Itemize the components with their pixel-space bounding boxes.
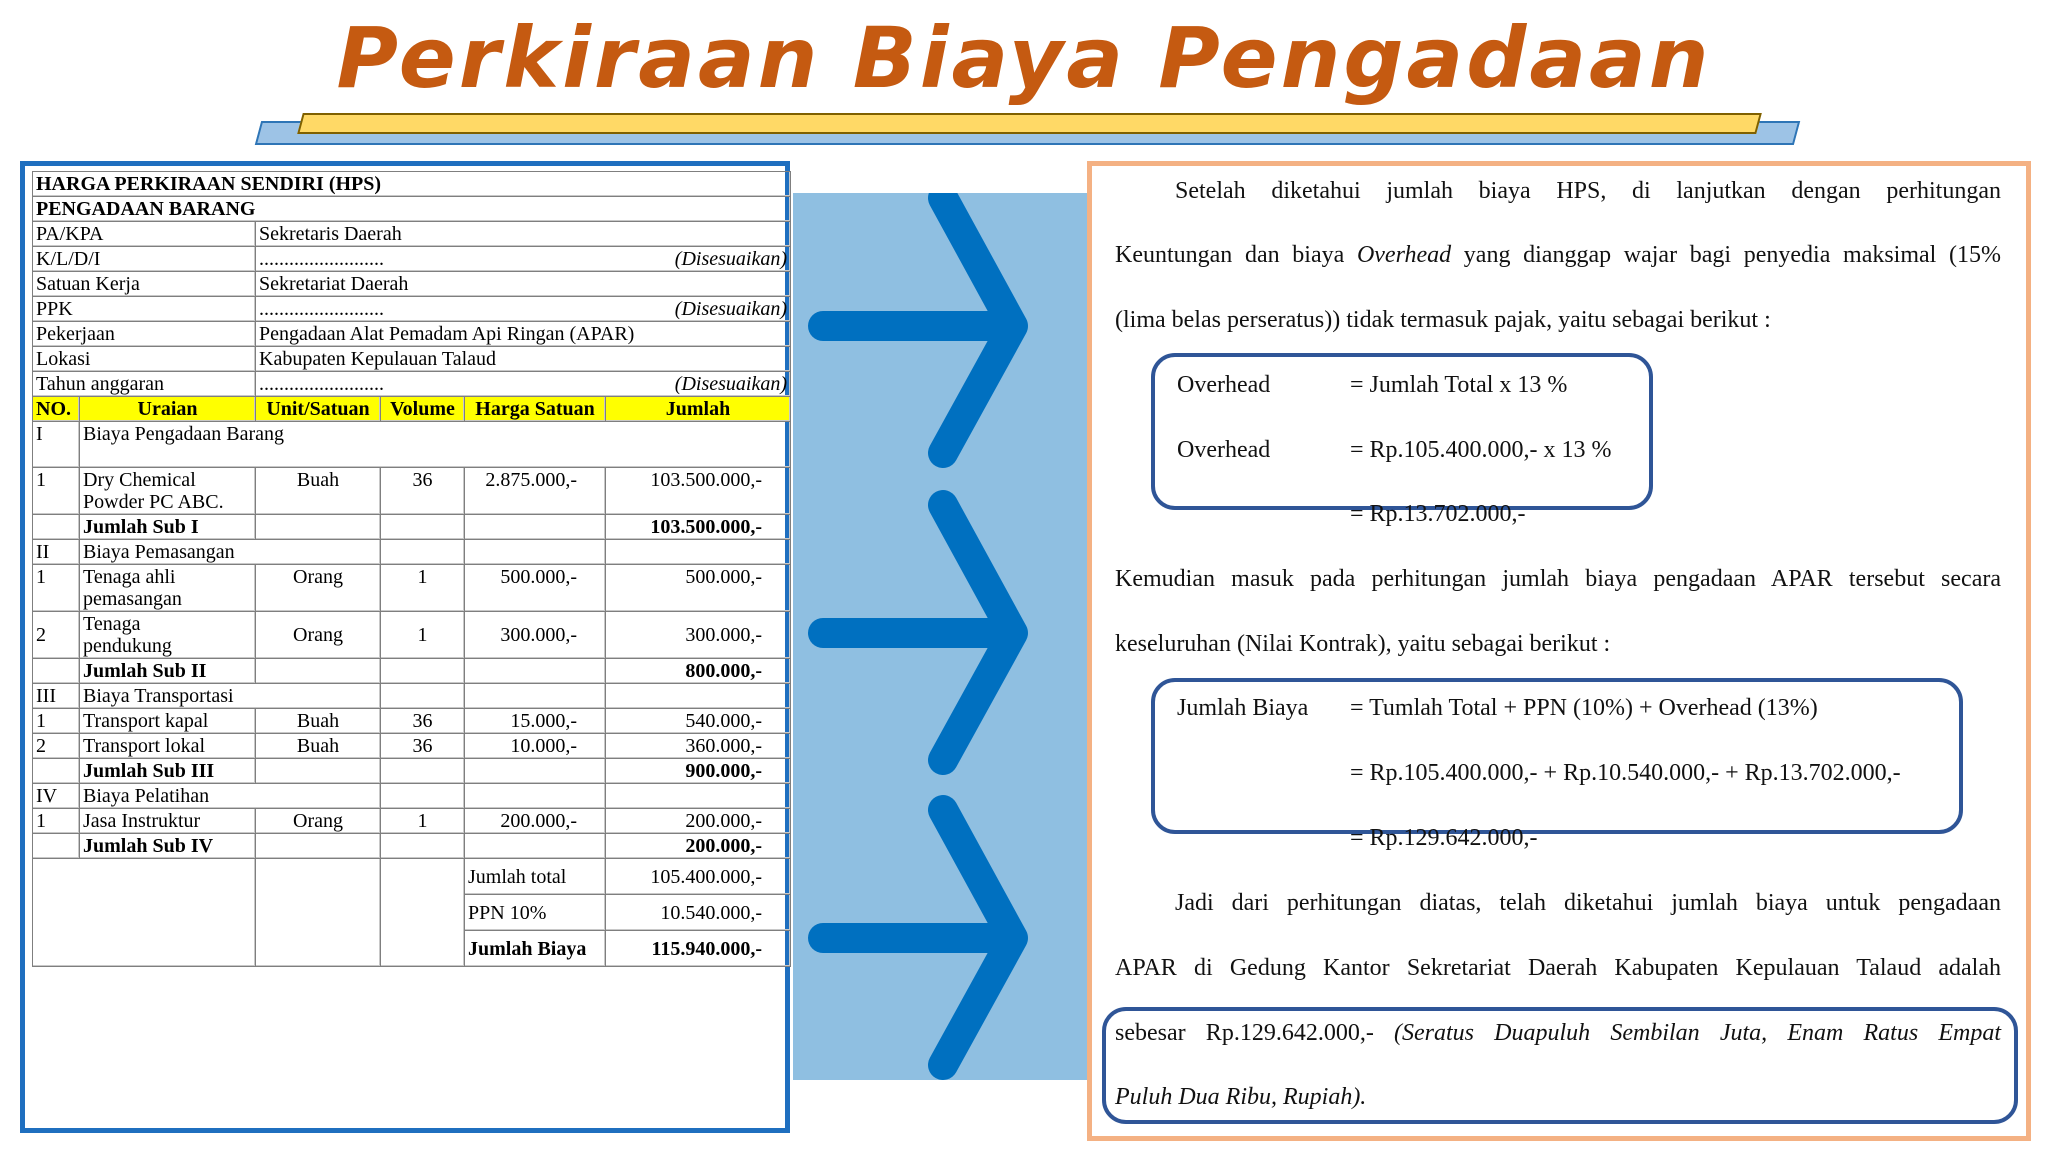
subtotal-value: 103.500.000,- [606, 515, 791, 540]
item-no: 1 [33, 565, 80, 612]
subtotal-value: 900.000,- [606, 759, 791, 784]
item-no: 1 [33, 468, 80, 515]
formula-label: Overhead [1177, 437, 1271, 463]
item-unit: Buah [256, 734, 381, 759]
item-unit: Buah [256, 709, 381, 734]
hps-table [32, 171, 791, 967]
info-value: ......................... (Disesuaikan) [256, 372, 791, 397]
subtotal-row [33, 834, 791, 859]
item-unit: Buah [256, 468, 381, 515]
formula-value: = Rp.105.400.000,- + Rp.10.540.000,- + Rp.13.702.000,- [1350, 760, 1901, 786]
item-no: 2 [33, 734, 80, 759]
col-header-volume: Volume [381, 397, 465, 422]
total-label: PPN 10% [465, 895, 606, 931]
subtotal-label: Jumlah Sub II [80, 659, 256, 684]
section-row [33, 684, 791, 709]
paragraph-line: Jadi dari perhitungan diatas, telah diketahui jumlah biaya untuk pengadaan [1175, 890, 2001, 916]
info-label: K/L/D/I [33, 247, 256, 272]
formula-value: = Jumlah Total x 13 % [1350, 372, 1568, 398]
item-unit: Orang [256, 809, 381, 834]
section-no: II [33, 540, 80, 565]
info-label: Pekerjaan [33, 322, 256, 347]
item-volume: 36 [381, 709, 465, 734]
page-title: Perkiraan Biaya Pengadaan [336, 9, 1712, 107]
item-harga: 10.000,- [465, 734, 606, 759]
table-row [33, 612, 791, 659]
paragraph-line: Kemudian masuk pada perhitungan jumlah biaya pengadaan APAR tersebut secara [1115, 566, 2001, 592]
col-header-unit: Unit/Satuan [256, 397, 381, 422]
item-harga: 15.000,- [465, 709, 606, 734]
col-header-no: NO. [33, 397, 80, 422]
item-no: 1 [33, 709, 80, 734]
item-jumlah: 103.500.000,- [606, 468, 791, 515]
item-uraian: Transport lokal [80, 734, 256, 759]
item-jumlah: 540.000,- [606, 709, 791, 734]
hps-subtitle: PENGADAAN BARANG [33, 197, 791, 222]
item-no: 1 [33, 809, 80, 834]
info-value: ......................... (Disesuaikan) [256, 297, 791, 322]
subtotal-row [33, 515, 791, 540]
info-label: PA/KPA [33, 222, 256, 247]
subtotal-row [33, 659, 791, 684]
subtotal-value: 800.000,- [606, 659, 791, 684]
col-header-jumlah: Jumlah [606, 397, 791, 422]
hps-title: HARGA PERKIRAAN SENDIRI (HPS) [33, 172, 791, 197]
section-row [33, 422, 791, 468]
table-row [33, 565, 791, 612]
info-label: Tahun anggaran [33, 372, 256, 397]
info-value: Sekretaris Daerah [256, 222, 791, 247]
info-row [33, 222, 791, 247]
col-header-uraian: Uraian [80, 397, 256, 422]
item-volume: 36 [381, 734, 465, 759]
formula-value: = Rp.105.400.000,- x 13 % [1350, 437, 1612, 463]
item-jumlah: 200.000,- [606, 809, 791, 834]
formula-value: = Rp.129.642.000,- [1350, 825, 1538, 851]
subtotal-label: Jumlah Sub I [80, 515, 256, 540]
subtotal-label: Jumlah Sub IV [80, 834, 256, 859]
item-unit: Orang [256, 612, 381, 659]
hps-table-frame [20, 161, 790, 1133]
table-row [33, 709, 791, 734]
item-uraian: Dry Chemical Powder PC ABC. [80, 468, 256, 515]
arrow-icon [823, 810, 1013, 1065]
table-row [33, 468, 791, 515]
arrow-graphics [793, 193, 1096, 1080]
section-name: Biaya Pelatihan [80, 784, 381, 809]
subtotal-label: Jumlah Sub III [80, 759, 256, 784]
explanation-panel [1087, 161, 2031, 1141]
info-value: Kabupaten Kepulauan Talaud [256, 347, 791, 372]
total-value: 10.540.000,- [606, 895, 791, 931]
table-header-row [33, 397, 791, 422]
total-label: Jumlah total [465, 859, 606, 895]
formula-label: Jumlah Biaya [1177, 695, 1309, 721]
paragraph-line: sebesar Rp.129.642.000,- (Seratus Duapuluh Sembilan Juta, Enam Ratus Empat [1115, 1020, 2001, 1046]
formula-label: Overhead [1177, 372, 1271, 398]
info-row [33, 322, 791, 347]
item-jumlah: 500.000,- [606, 565, 791, 612]
section-no: III [33, 684, 80, 709]
grand-total-value: 115.940.000,- [606, 931, 791, 967]
info-label: Satuan Kerja [33, 272, 256, 297]
item-jumlah: 360.000,- [606, 734, 791, 759]
info-row [33, 372, 791, 397]
item-harga: 300.000,- [465, 612, 606, 659]
item-uraian: Tenaga pendukung [80, 612, 256, 659]
section-name: Biaya Pemasangan [80, 540, 381, 565]
total-value: 105.400.000,- [606, 859, 791, 895]
info-value: ......................... (Disesuaikan) [256, 247, 791, 272]
item-unit: Orang [256, 565, 381, 612]
section-no: IV [33, 784, 80, 809]
info-row [33, 347, 791, 372]
item-volume: 1 [381, 612, 465, 659]
arrow-icon [823, 505, 1013, 760]
section-no: I [33, 422, 80, 468]
arrow-panel [793, 193, 1096, 1080]
subtotal-value: 200.000,- [606, 834, 791, 859]
item-uraian: Transport kapal [80, 709, 256, 734]
section-row [33, 540, 791, 565]
info-row [33, 247, 791, 272]
section-row [33, 784, 791, 809]
title-underline-front [297, 113, 1762, 134]
paragraph-line: Setelah diketahui jumlah biaya HPS, di lanjutkan dengan perhitungan [1175, 178, 2001, 204]
section-name: Biaya Transportasi [80, 684, 381, 709]
item-volume: 36 [381, 468, 465, 515]
info-row [33, 272, 791, 297]
item-volume: 1 [381, 565, 465, 612]
item-harga: 2.875.000,- [465, 468, 606, 515]
formula-value: = Tumlah Total + PPN (10%) + Overhead (13%) [1350, 695, 1818, 721]
item-volume: 1 [381, 809, 465, 834]
paragraph-line: keseluruhan (Nilai Kontrak), yaitu sebagai berikut : [1115, 631, 1611, 657]
paragraph-line: (lima belas perseratus)) tidak termasuk pajak, yaitu sebagai berikut : [1115, 307, 1771, 333]
item-uraian: Tenaga ahli pemasangan [80, 565, 256, 612]
formula-value: = Rp.13.702.000,- [1350, 501, 1526, 527]
item-harga: 500.000,- [465, 565, 606, 612]
info-row [33, 297, 791, 322]
paragraph-line: APAR di Gedung Kantor Sekretariat Daerah Kabupaten Kepulauan Talaud adalah [1115, 955, 2001, 981]
info-label: Lokasi [33, 347, 256, 372]
item-jumlah: 300.000,- [606, 612, 791, 659]
item-no: 2 [33, 612, 80, 659]
info-label: PPK [33, 297, 256, 322]
total-row [33, 859, 791, 895]
table-row [33, 809, 791, 834]
item-uraian: Jasa Instruktur [80, 809, 256, 834]
paragraph-line: Puluh Dua Ribu, Rupiah). [1115, 1084, 1367, 1110]
section-name: Biaya Pengadaan Barang [80, 422, 791, 468]
grand-total-label: Jumlah Biaya [465, 931, 606, 967]
paragraph-line: Keuntungan dan biaya Overhead yang dianggap wajar bagi penyedia maksimal (15% [1115, 242, 2001, 268]
info-value: Sekretariat Daerah [256, 272, 791, 297]
table-row [33, 734, 791, 759]
col-header-harga: Harga Satuan [465, 397, 606, 422]
item-harga: 200.000,- [465, 809, 606, 834]
info-value: Pengadaan Alat Pemadam Api Ringan (APAR) [256, 322, 791, 347]
subtotal-row [33, 759, 791, 784]
arrow-icon [823, 198, 1013, 453]
